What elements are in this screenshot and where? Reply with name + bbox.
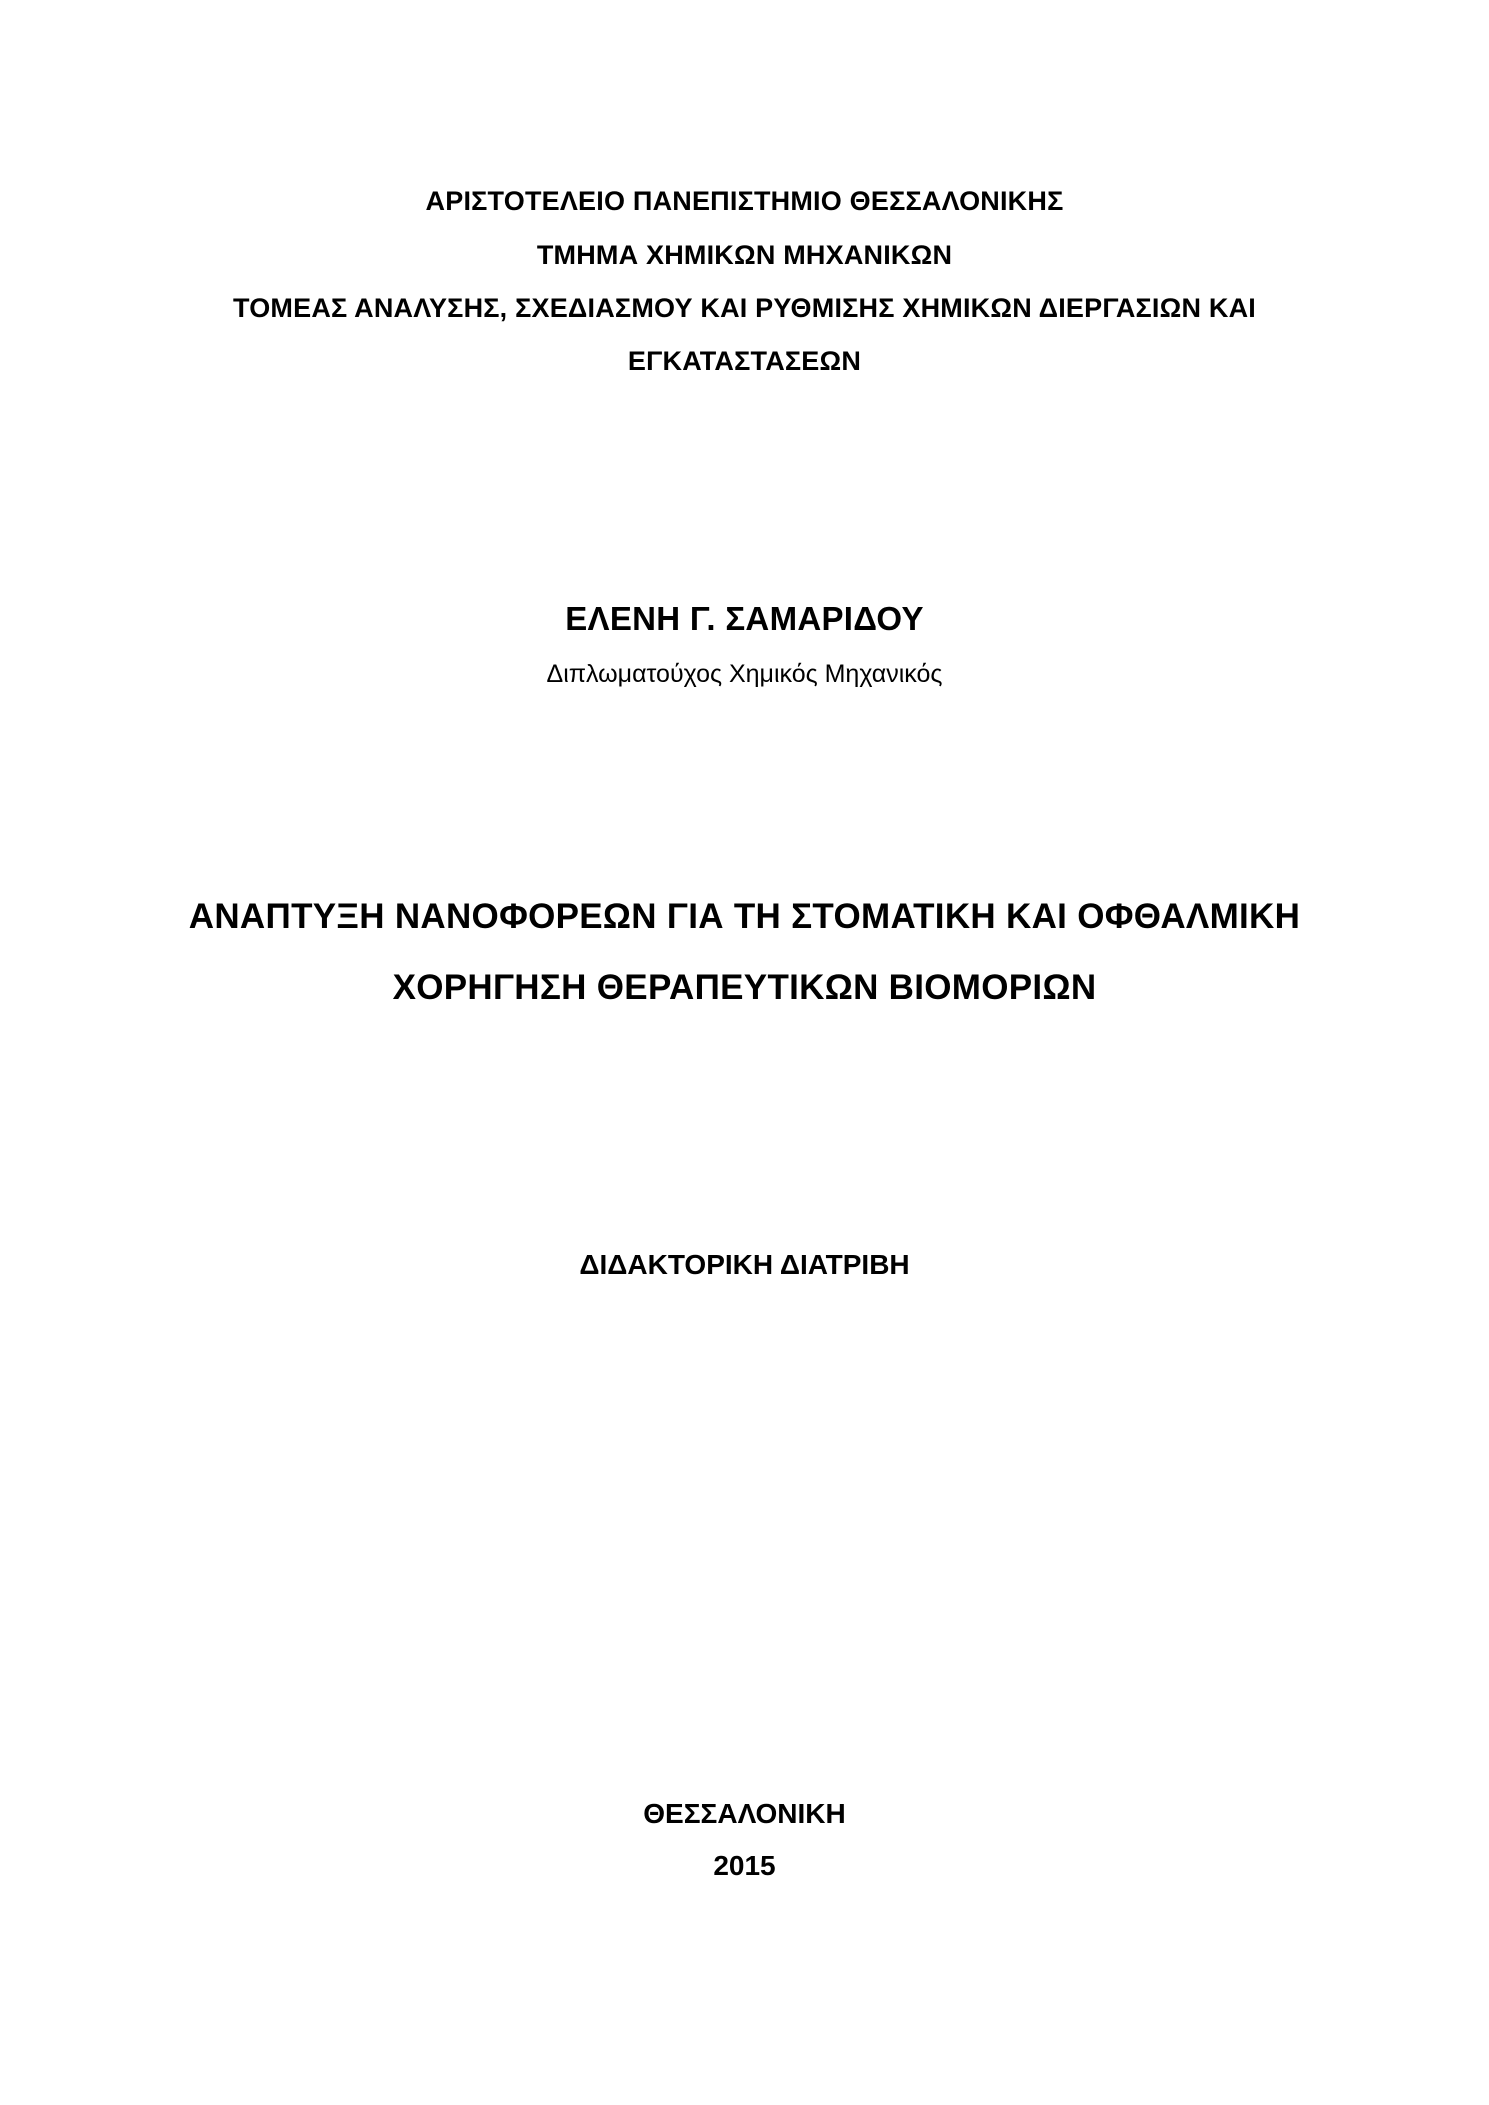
- document-type: ΔΙΔΑΚΤΟΡΙΚΗ ΔΙΑΤΡΙΒΗ: [579, 1249, 910, 1280]
- thesis-title-line-2: ΧΟΡΗΓΗΣΗ ΘΕΡΑΠΕΥΤΙΚΩΝ ΒΙΟΜΟΡΙΩΝ: [392, 968, 1097, 1007]
- thesis-title-line-1: ΑΝΑΠΤΥΞΗ ΝΑΝΟΦΟΡΕΩΝ ΓΙΑ ΤΗ ΣΤΟΜΑΤΙΚΗ ΚΑΙ ΟΦΘΑΛΜΙΚΗ: [188, 897, 1301, 936]
- department-name: ΤΜΗΜΑ ΧΗΜΙΚΩΝ ΜΗΧΑΝΙΚΩΝ: [536, 240, 953, 270]
- author-degree: Διπλωματούχος Χημικός Μηχανικός: [546, 660, 943, 688]
- year: 2015: [713, 1850, 776, 1881]
- author-name: ΕΛΕΝΗ Γ. ΣΑΜΑΡΙΔΟΥ: [565, 600, 924, 637]
- university-name: ΑΡΙΣΤΟΤΕΛΕΙΟ ΠΑΝΕΠΙΣΤΗΜΙΟ ΘΕΣΣΑΛΟΝΙΚΗΣ: [425, 186, 1064, 216]
- sector-name-line-1: ΤΟΜΕΑΣ ΑΝΑΛΥΣΗΣ, ΣΧΕΔΙΑΣΜΟΥ ΚΑΙ ΡΥΘΜΙΣΗΣ ΧΗΜΙΚΩΝ ΔΙΕΡΓΑΣΙΩΝ ΚΑΙ: [233, 293, 1256, 323]
- city: ΘΕΣΣΑΛΟΝΙΚΗ: [643, 1798, 846, 1829]
- sector-name-line-2: ΕΓΚΑΤΑΣΤΑΣΕΩΝ: [627, 346, 862, 376]
